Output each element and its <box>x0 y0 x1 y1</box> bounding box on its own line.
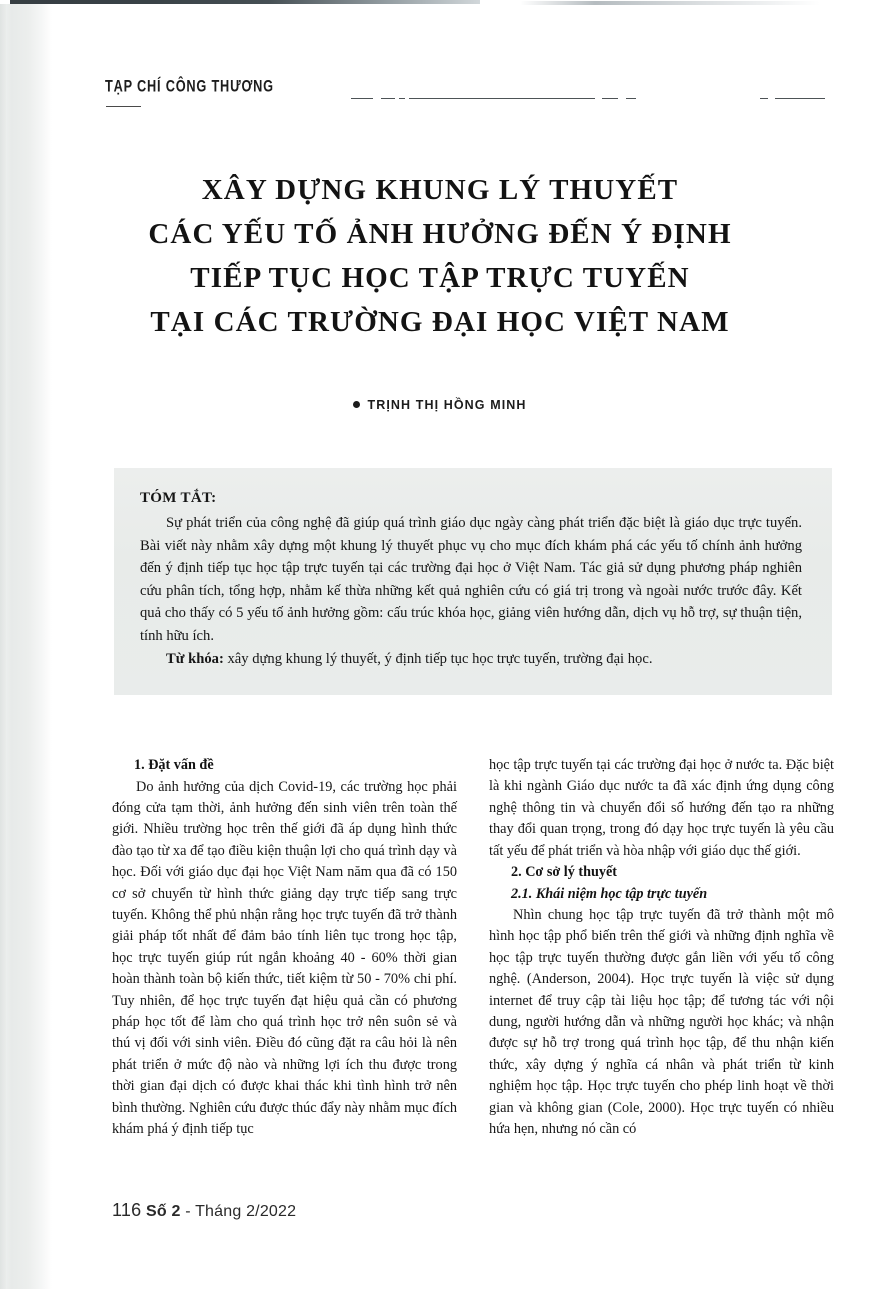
title-line-3: TIẾP TỤC HỌC TẬP TRỰC TUYẾN <box>190 262 690 294</box>
abstract-heading: TÓM TẮT: <box>140 490 217 506</box>
page-footer <box>112 1200 296 1221</box>
footer-issue-date: - Tháng 2/2022 <box>180 1203 297 1220</box>
header-rule-group <box>105 98 825 102</box>
section-heading-1: 1. Đặt vấn đề <box>134 757 214 773</box>
scan-artifact-top-strip <box>10 0 480 4</box>
abstract-content <box>140 490 802 670</box>
bullet-icon <box>353 401 360 408</box>
subsection-heading-2-1: 2.1. Khái niệm học tập trực tuyến <box>511 885 708 902</box>
journal-name: TẠP CHÍ CÔNG THƯƠNG <box>105 78 274 96</box>
keywords-text: xây dựng khung lý thuyết, ý định tiếp tục học trực tuyến, trường đại học. <box>223 650 653 667</box>
body-columns <box>112 755 834 1170</box>
footer-page-number: 116 <box>112 1200 142 1220</box>
title-line-4: TẠI CÁC TRƯỜNG ĐẠI HỌC VIỆT NAM <box>150 306 730 338</box>
abstract-box <box>114 468 832 695</box>
section-heading-2: 2. Cơ sở lý thuyết <box>511 864 617 881</box>
paragraph-intro-continued: học tập trực tuyến tại các trường đại học ở nước ta. Đặc biệt là khi ngành Giáo dục nước ta đã xác định ứng dụng công nghệ thông tin và chuyển đổi số hướng đến tạo ra những thay đổi quan trọng, trong đó dạy học trực tuyến là yêu cầu tất yếu để phát triển và hòa nhập với giáo dục thế giới. <box>489 757 834 859</box>
abstract-keywords <box>140 648 802 671</box>
running-header <box>105 78 825 118</box>
keywords-label: Từ khóa: <box>166 650 224 667</box>
scan-artifact-left-edge <box>0 4 6 1289</box>
author-byline <box>60 398 820 412</box>
paragraph-theory: Nhìn chung học tập trực tuyến đã trở thành một mô hình học tập phổ biến trên thế giới và những định nghĩa về học tập trực tuyến thường được gắn liền với yếu tố công nghệ. (Anderson, 2004). Học trực tuyến là việc sử dụng internet để truy cập tài liệu học tập; để tương tác với nội dung, người hướng dẫn và những người học khác; và nhận được sự hỗ trợ trong quá trình học tập, để thu nhận kiến thức, xây dựng ý nghĩa cá nhân và phát triển từ kinh nghiệm học tập. Học trực tuyến cho phép linh hoạt về thời gian và không gian (Cole, 2000). Học trực tuyến có nhiều hứa hẹn, nhưng nó cần có <box>489 907 834 1138</box>
title-line-1: XÂY DỰNG KHUNG LÝ THUYẾT <box>201 174 679 206</box>
author-name: TRỊNH THỊ HỒNG MINH <box>367 398 527 412</box>
journal-name-underline <box>106 106 141 107</box>
article-title <box>60 168 820 344</box>
column-left <box>112 755 457 1170</box>
column-right <box>489 755 834 1170</box>
scan-artifact-top-smudge <box>520 1 820 5</box>
footer-issue: Số 2 <box>145 1203 181 1220</box>
abstract-paragraph: Sự phát triển của công nghệ đã giúp quá trình giáo dục ngày càng phát triển đặc biệt là giáo dục trực tuyến. Bài viết này nhằm xây dựng một khung lý thuyết phục vụ cho mục đích khám phá các yếu tố chính ảnh hưởng đến ý định tiếp tục học tập trực tuyến tại các trường đại học ở Việt Nam. Tác giả sử dụng phương pháp nghiên cứu phân tích, tổng hợp, nhằm kế thừa những kết quả nghiên cứu có giá trị trong và ngoài nước trước đây. Kết quả cho thấy có 5 yếu tố ảnh hưởng gồm: cấu trúc khóa học, giảng viên hướng dẫn, dịch vụ hỗ trợ, sự thuận tiện, tính hữu ích. <box>140 515 802 644</box>
scan-artifact-left-band <box>0 4 52 1289</box>
title-line-2: CÁC YẾU TỐ ẢNH HƯỞNG ĐẾN Ý ĐỊNH <box>148 218 732 250</box>
paragraph-intro: Do ảnh hưởng của dịch Covid-19, các trường học phải đóng cửa tạm thời, ảnh hưởng đến sinh viên trên toàn thế giới. Nhiều trường học trên thế giới đã áp dụng hình thức đào tạo từ xa để tạo điều kiện thuận lợi cho quá trình dạy và học. Đối với giáo dục đại học Việt Nam năm qua đã có 150 cơ sở chuyển từ hình thức giảng dạy trực tiếp sang trực tuyến. Không thể phủ nhận rằng học trực tuyến đã trở thành giải pháp tốt nhất để đảm bảo tính liên tục trong học tập, học trực tuyến giúp rút ngắn khoảng 40 - 60% thời gian hoàn thành toàn bộ kiến thức, tiết kiệm từ 50 - 70% chi phí. Tuy nhiên, để học trực tuyến đạt hiệu quả cần có phương pháp học tốt để làm cho quá trình học trở nên suôn sẻ và thú vị đối với sinh viên. Điều đó cũng đặt ra câu hỏi là nên phát triển ở mức độ nào và những lợi ích thu được trong thời gian đại dịch có được khai thác khi tình hình trở nên bình thường. Nghiên cứu được thúc đẩy này nhằm mục đích khám phá ý định tiếp tục <box>112 778 457 1137</box>
